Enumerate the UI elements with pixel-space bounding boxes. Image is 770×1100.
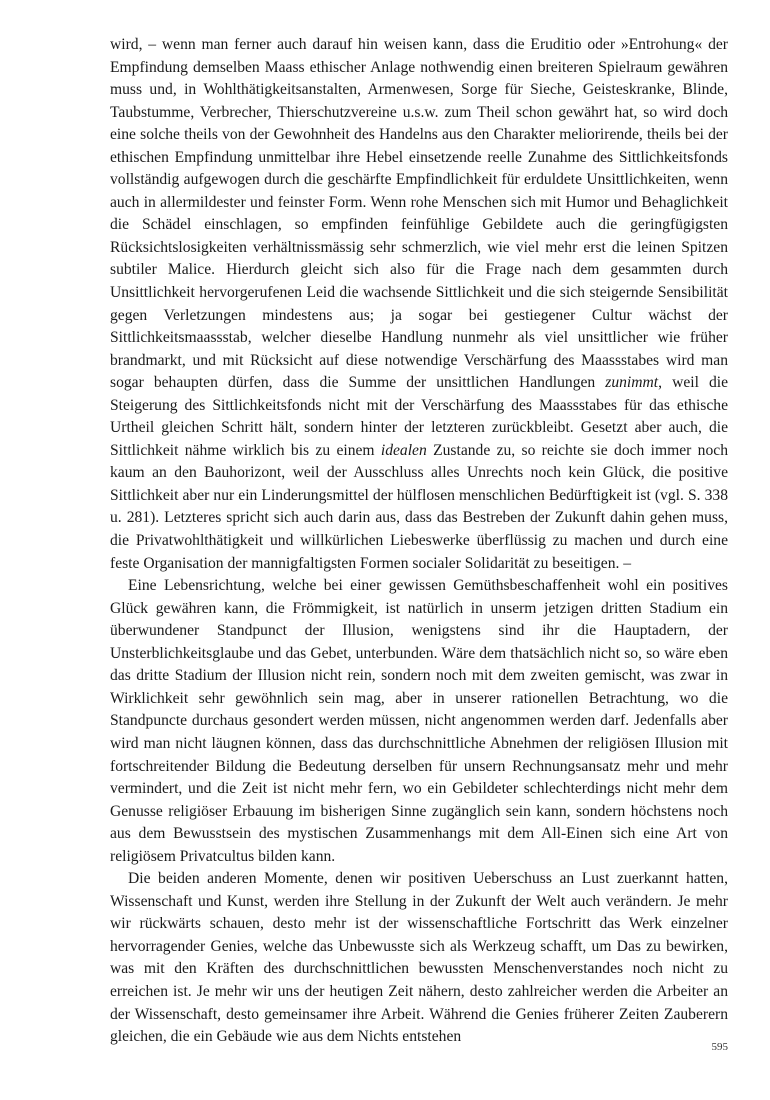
text-run: Die beiden anderen Momente, denen wir positiven Ueberschuss an Lust zuerkannt hatten, Wissenschaft und Kunst, werden ihre Stellung in der Zukunft der Welt auch verändern. Je mehr wir rückwärts schauen, desto mehr ist der wissenschaftliche Fortschritt das Werk einzelner hervorragender Genies, welche das Unbewusste sich als Werkzeug schafft, um Das zu bewirken, was mit den Kräften des durchschnittlichen bewussten Menschenverstandes noch nicht zu erreichen ist. Je mehr wir uns der heutigen Zeit nähern, desto zahlreicher werden die Arbeiter an der Wissenschaft, desto gemeinsamer ihre Arbeit. Während die Genies früherer Zeiten Zauberern gleichen, die ein Gebäude wie aus dem Nichts entstehen [110, 870, 728, 1046]
paragraph [110, 868, 728, 1048]
paragraph [110, 34, 728, 575]
page-number: 595 [711, 1041, 728, 1053]
text-run: Eine Lebensrichtung, welche bei einer gewissen Gemüthsbeschaffenheit wohl ein positives Glück gewähren kann, die Frömmigkeit, ist natürlich in unserm jetzigen dritten Stadium ein überwundener Standpunct der Illusion, wenigstens sind ihr die Hauptadern, der Unsterblichkeitsglaube und das Gebet, unterbunden. Wäre dem thatsächlich nicht so, so wäre eben das dritte Stadium der Illusion nicht rein, sondern noch mit dem zweiten gemischt, was zwar in Wirklichkeit sehr gewöhnlich sein mag, aber in unserer rationellen Betrachtung, wo die Standpuncte durchaus gesondert werden müssen, nicht angenommen werden darf. Jedenfalls aber wird man nicht läugnen können, dass das durchschnittliche Abnehmen der religiösen Illusion mit fortschreitender Bildung die Bedeutung derselben für unsern Rechnungsansatz mehr und mehr vermindert, und die Zeit ist nicht mehr fern, wo ein Gebildeter schlechterdings nicht mehr dem Genusse religiöser Erbauung im bisherigen Sinne zugänglich sein kann, sondern höchstens noch aus dem Bewusstsein des mystischen Zusammenhangs mit dem All-Einen sich eine Art von religiösem Privatcultus bilden kann. [110, 577, 728, 865]
page-body [110, 34, 728, 1049]
italic-text-run: zunimmt [605, 374, 659, 392]
italic-text-run: idealen [380, 441, 427, 459]
text-run: wird, – wenn man ferner auch darauf hin weisen kann, dass die Eruditio oder »Entrohung« der Empfindung demselben Maass ethischer Anlage nothwendig einen breiteren Spielraum gewähren muss und, in Wohlthätigkeitsanstalten, Armenwesen, Sorge für Sieche, Geisteskranke, Blinde, Taubstumme, Verbrecher, Thierschutzvereine u.s.w. zum Theil schon gewährt hat, so wird doch eine solche theils von der Gewohnheit des Handelns aus den Charakter meliorirende, theils bei der ethischen Empfindung unmittelbar ihre Hebel einsetzende reelle Zunahme des Sittlichkeitsfonds vollständig aufgewogen durch die geschärfte Empfindlichkeit für erduldete Unsittlichkeiten, wenn auch in allermildester und feinster Form. Wenn rohe Menschen sich mit Humor und Behaglichkeit die Schädel einschlagen, so empfinden feinfühlige Gebildete auch die geringfügigsten Rücksichtslosigkeiten verhältnissmässig sehr schmerzlich, wie viel mehr erst die leinen Spitzen subtiler Malice. Hierdurch gleicht sich also für die Frage nach dem gesammten durch Unsittlichkeit hervorgerufenen Leid die wachsende Sittlichkeit und die sich steigernde Sensibilität gegen Verletzungen mindestens aus; ja sogar bei gestiegener Cultur wächst der Sittlichkeitsmaassstab, welcher dieselbe Handlung nunmehr als viel unsittlicher wie früher brandmarkt, und mit Rücksicht auf diese notwendige Verschärfung des Maassstabes wird man sogar behaupten dürfen, dass die Summe der unsittlichen Handlungen [110, 36, 728, 392]
text-run: Zustande zu, so reichte sie doch immer noch kaum an den Bauhorizont, weil der Ausschluss alles Unrechts noch kein Glück, die positive Sittlichkeit aber nur ein Linderungsmittel der hülflosen menschlichen Bedürftigkeit ist (vgl. S. 338 u. 281). Letzteres spricht sich auch darin aus, dass das Bestreben der Zukunft dahin gehen muss, die Privatwohlthätigkeit und willkürlichen Liebeswerke überflüssig zu machen und durch eine feste Organisation der mannigfaltigsten Formen socialer Solidarität zu beseitigen. – [110, 441, 728, 572]
paragraph [110, 575, 728, 868]
text-run: , weil die Steigerung des Sittlichkeitsfonds nicht mit der Verschärfung des Maassstabes für das ethische Urtheil gleichen Schritt hält, sondern hinter der letzteren zurückbleibt. Gesetzt aber auch, die Sittlichkeit nähme wirklich bis zu einem [110, 374, 729, 459]
